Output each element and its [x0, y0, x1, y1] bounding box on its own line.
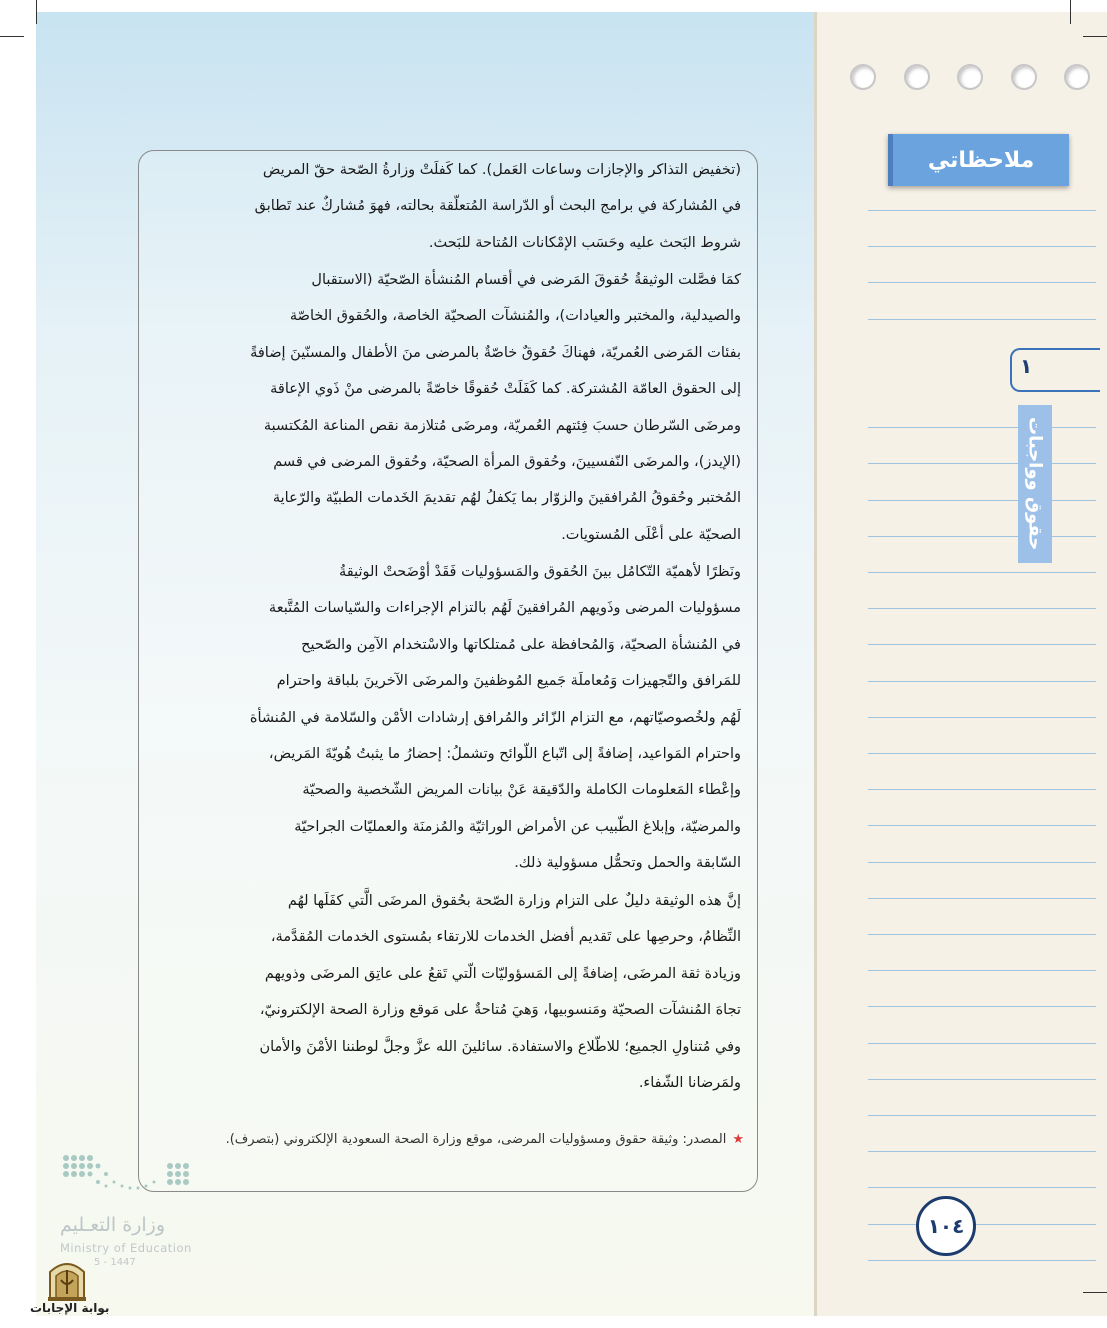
note-rule-line: [868, 789, 1096, 790]
text-line: النِّظامُ، وحرصِها على تَقديم أفضل الخدمات للارتقاء بمُستوى الخدمات المُقدَّمة،: [270, 929, 741, 946]
site-label: بوابة الإجابات: [30, 1301, 110, 1315]
note-rule-line: [868, 210, 1096, 211]
ministry-dots-icon: [60, 1152, 200, 1200]
note-rule-line: [868, 1006, 1096, 1007]
note-rule-line: [868, 644, 1096, 645]
paragraph-3: [149, 554, 741, 882]
text-line: إنَّ هذه الوثيقة دليلٌ على التزام وزارة الصّحة بحُقوق المرضَى الَّتي كفَلَها لهُم: [287, 893, 741, 909]
note-rule-line: [868, 463, 1096, 464]
note-rule-line: [868, 753, 1096, 754]
note-rule-line: [868, 898, 1096, 899]
text-line: شروط البَحث عليه وحَسَب الإمْكانات المُتاحة للبَحث.: [428, 234, 741, 251]
text-line: مسؤوليات المرضى وذَويهم المُرافقينَ لَهُم بالتزام الإجراءات والسّياسات المُتَّبعة: [268, 600, 741, 617]
text-line: كمَا فصَّلت الوثيقةُ حُقوقَ المَرضى في أقسام المُنشأة الصّحيّة (الاستقبال: [311, 272, 741, 288]
note-rule-line: [868, 1224, 1096, 1225]
note-rule-line: [868, 536, 1096, 537]
text-line: إلى الحقوق العامّة المُشتركة. كما كَفَلَتْ حُقوقًا خاصّةً بالمرضى منْ ذَوي الإعاقة: [270, 381, 741, 398]
paragraph-2: [149, 262, 741, 553]
note-rule-line: [868, 282, 1096, 283]
unit-title-tab: حقوق وواجبات: [1018, 405, 1052, 563]
crop-mark: [1083, 36, 1107, 37]
note-rule-line: [868, 1079, 1096, 1080]
binder-holes: [850, 64, 1090, 94]
note-rule-line: [868, 1187, 1096, 1188]
text-line: لَهُم ولخُصوصيّاتهم، مع التزام الزّائر والمُرافق إرشادات الأمْن والسّلامة في المُنشأة: [249, 709, 741, 726]
note-rule-line: [868, 717, 1096, 718]
note-rule-line: [868, 1151, 1096, 1152]
text-line: في المُشاركة في برامج البحث أو الدّراسة المُتعلّقة بحالته، فهوَ مُشاركٌ عند تَطابق: [254, 198, 741, 215]
text-line: وإعْطاء المَعلومات الكاملة والدّقيقة عَنْ بيانات المريض الشّخصية والصحيّة: [302, 782, 741, 799]
text-line: وزيادة ثقة المرضَى، إضافةً إلى المَسؤوليّات الّتي تَقعُ على عاتِق المرضَى وذويهم: [264, 965, 741, 982]
note-rule-line: [868, 934, 1096, 935]
ministry-name-en: Ministry of Education: [60, 1241, 192, 1255]
text-line: والصيدلية، والمختبر والعيادات)، والمُنشآت الصحيّة الخاصة، والحُقوق الخاصّة: [289, 308, 741, 325]
note-rule-line: [868, 246, 1096, 247]
binder-hole: [904, 64, 930, 90]
note-rule-line: [868, 970, 1096, 971]
text-line: والمرضيّة، وإبلاغ الطّبيب عن الأمراض الوراثيّة والمُزمنَة والعمليّات الجراحيّة: [294, 818, 741, 835]
crop-mark: [1083, 1292, 1107, 1293]
paragraph-4: [149, 883, 741, 1101]
binder-hole: [1011, 64, 1037, 90]
text-line: (تخفيض التذاكر والإجازات وساعات العَمل). كما كَفلَتْ وزارةُ الصّحة حقّ المريض: [262, 162, 741, 178]
page-number: ١٠٤: [916, 1196, 976, 1256]
note-rule-line: [868, 1043, 1096, 1044]
note-rule-line: [868, 825, 1096, 826]
unit-number: ١: [1020, 354, 1033, 378]
crop-mark: [1070, 0, 1071, 24]
text-line: (الإيدز)، والمرضَى النّفسيينَ، وحُقوق المرأة الصحيّة، وحُقوق المرضى في قسم: [273, 454, 741, 471]
text-line: ولمَرضانا الشّفاء.: [638, 1075, 741, 1092]
crop-mark: [36, 0, 37, 24]
crop-mark: [0, 36, 24, 37]
note-rule-line: [868, 608, 1096, 609]
text-line: في المُنشأة الصحيّة، وَالمُحافظة على مُمتلكاتها والاسْتخدام الآمِن والصّحيح: [301, 636, 741, 653]
page-divider: [814, 12, 817, 1316]
star-icon: ★: [732, 1132, 744, 1147]
note-rule-line: [868, 319, 1096, 320]
text-line: ومرضَى السّرطان حسبَ فِئتهم العُمريّة، ومرضَى مُتلازمة نقص المناعة المُكتسبة: [263, 417, 741, 434]
text-line: للمَرافق والتّجهيزات وَمُعاملَة جَميع المُوظفينَ والمرضَى الآخرينَ بلباقة واحترام: [276, 673, 741, 690]
binder-hole: [957, 64, 983, 90]
note-rule-line: [868, 572, 1096, 573]
binder-hole: [1064, 64, 1090, 90]
note-rule-line: [868, 1260, 1096, 1261]
text-line: الصحيّة على أعْلَى المُستويات.: [561, 526, 741, 543]
ministry-year: 5 - 1447: [94, 1257, 136, 1268]
text-line: بفئات المَرضى العُمريّة، فهناكَ حُقوقٌ خاصّةٌ بالمرضى منَ الأطفال والمسنّينَ إضافةً: [250, 344, 741, 361]
note-rule-line: [868, 1115, 1096, 1116]
text-line: واحترام المَواعيد، إضافةً إلى اتّباع اللّوائح وتشملُ: إحضارُ ما يثبتُ هُويّةَ المَريض،: [268, 746, 741, 763]
ministry-name-ar: وزارة التعـليم: [60, 1214, 166, 1236]
note-rule-line: [868, 427, 1096, 428]
note-rule-line: [868, 500, 1096, 501]
text-line: المُختبر وحُقوقُ المُرافقينَ والزوّار بما يَكفلُ لهُم تقديمَ الخَدمات الطبيّة والرّعاية: [272, 490, 741, 507]
note-rule-line: [868, 862, 1096, 863]
text-line: تجاهَ المُنشآت الصحيّة ومَنسوبيها، وَهيَ مُتاحةٌ على مَوقع وزارة الصحة الإلكترونيّ،: [259, 1002, 741, 1019]
source-text: المصدر: وثيقة حقوق ومسؤوليات المرضى، موقع وزارة الصحة السعودية الإلكتروني (بتصرف).: [225, 1132, 727, 1147]
binder-hole: [850, 64, 876, 90]
notes-background: [816, 12, 1107, 1316]
paragraph-1: [149, 152, 741, 261]
text-line: ونَظرًا لأهميّة التّكامُل بينَ الحُقوق والمَسؤوليات فَقَدْ أوْضَحتْ الوثيقةُ: [338, 564, 741, 580]
note-rule-line: [868, 681, 1096, 682]
notes-title: ملاحظاتي: [888, 134, 1069, 186]
text-line: السّابقة والحمل وتحمُّل مسؤولية ذلك.: [514, 855, 741, 872]
source-citation: [140, 1132, 744, 1147]
text-line: وفي مُتناولِ الجميع؛ للاطّلاع والاستفادة. سائلينَ الله عزَّ وجلَّ لوطننا الأمْنَ والأمان: [259, 1038, 741, 1055]
